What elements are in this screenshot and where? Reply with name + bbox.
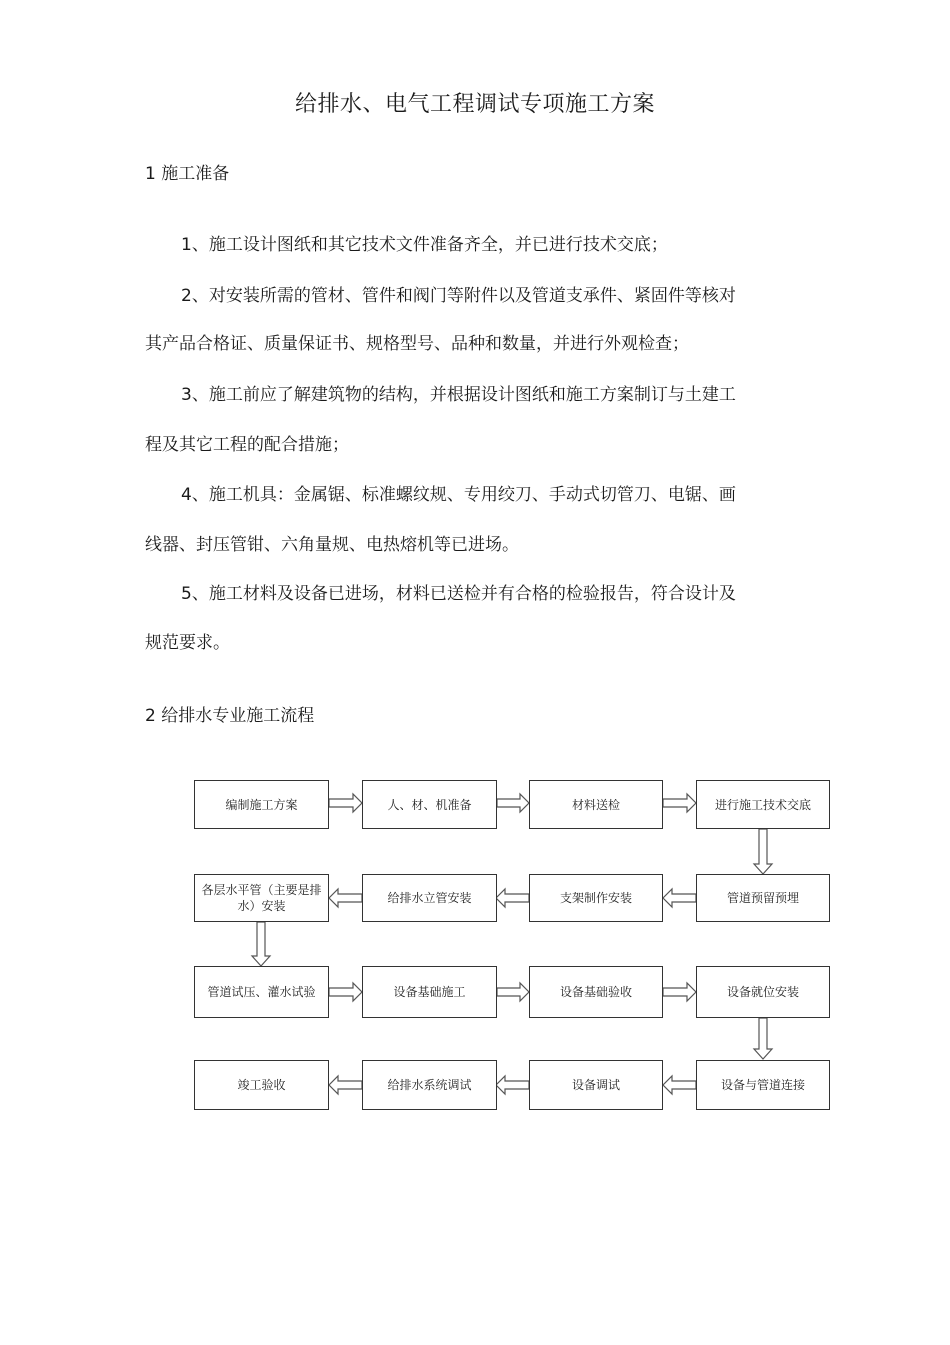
arrow-down-r2-r3	[252, 922, 270, 966]
flow-step-equipment-placement: 设备就位安装	[696, 966, 830, 1018]
flow-step-embedment: 管道预留预埋	[696, 874, 830, 922]
arrow-down-r3-r4	[754, 1018, 772, 1059]
flow-step-plan: 编制施工方案	[194, 780, 329, 829]
arrow-left-r4-3	[329, 1076, 362, 1094]
flow-step-support-install: 支架制作安装	[529, 874, 663, 922]
prep-item-3-cont: 程及其它工程的配合措施；	[145, 435, 349, 455]
arrow-left-r4-1	[663, 1076, 696, 1094]
flow-step-horizontal-pipe: 各层水平管（主要是排水）安装	[194, 874, 329, 922]
flow-step-equipment-commissioning: 设备调试	[529, 1060, 663, 1110]
flow-step-resources: 人、材、机准备	[362, 780, 497, 829]
flow-step-completion-acceptance: 竣工验收	[194, 1060, 329, 1110]
prep-item-4-cont: 线器、封压管钳、六角量规、电热熔机等已进场。	[145, 535, 519, 555]
document-title: 给排水、电气工程调试专项施工方案	[294, 92, 655, 117]
arrow-right-r1-3	[663, 794, 696, 812]
arrow-down-r1-r2	[754, 829, 772, 874]
prep-item-5: 5、施工材料及设备已进场，材料已送检并有合格的检验报告，符合设计及	[181, 584, 736, 604]
prep-item-2-cont: 其产品合格证、质量保证书、规格型号、品种和数量，并进行外观检查；	[145, 334, 689, 354]
flow-step-system-commissioning: 给排水系统调试	[362, 1060, 497, 1110]
flow-step-technical-briefing: 进行施工技术交底	[696, 780, 830, 829]
section-1-heading: 1 施工准备	[145, 164, 230, 184]
arrow-right-r1-1	[329, 794, 362, 812]
flow-step-foundation-acceptance: 设备基础验收	[529, 966, 663, 1018]
section-2-heading: 2 给排水专业施工流程	[145, 706, 315, 726]
arrow-left-r2-2	[496, 889, 529, 907]
prep-item-3: 3、施工前应了解建筑物的结构，并根据设计图纸和施工方案制订与土建工	[181, 385, 736, 405]
prep-item-2: 2、对安装所需的管材、管件和阀门等附件以及管道支承件、紧固件等核对	[181, 286, 736, 306]
flow-step-riser-install: 给排水立管安装	[362, 874, 497, 922]
flow-step-equipment-pipe-connection: 设备与管道连接	[696, 1060, 830, 1110]
arrow-right-r3-1	[329, 983, 362, 1001]
arrow-right-r3-3	[663, 983, 696, 1001]
flow-step-foundation-build: 设备基础施工	[362, 966, 497, 1018]
arrow-right-r3-2	[497, 983, 529, 1001]
arrow-left-r2-1	[663, 889, 696, 907]
flow-step-pressure-test: 管道试压、灌水试验	[194, 966, 329, 1018]
prep-item-1: 1、施工设计图纸和其它技术文件准备齐全，并已进行技术交底；	[181, 235, 668, 255]
arrow-right-r1-2	[497, 794, 529, 812]
arrow-left-r4-2	[496, 1076, 529, 1094]
flow-step-material-inspection: 材料送检	[529, 780, 663, 829]
prep-item-5-cont: 规范要求。	[145, 633, 230, 653]
arrow-left-r2-3	[329, 889, 362, 907]
prep-item-4: 4、施工机具：金属锯、标准螺纹规、专用绞刀、手动式切管刀、电锯、画	[181, 485, 736, 505]
